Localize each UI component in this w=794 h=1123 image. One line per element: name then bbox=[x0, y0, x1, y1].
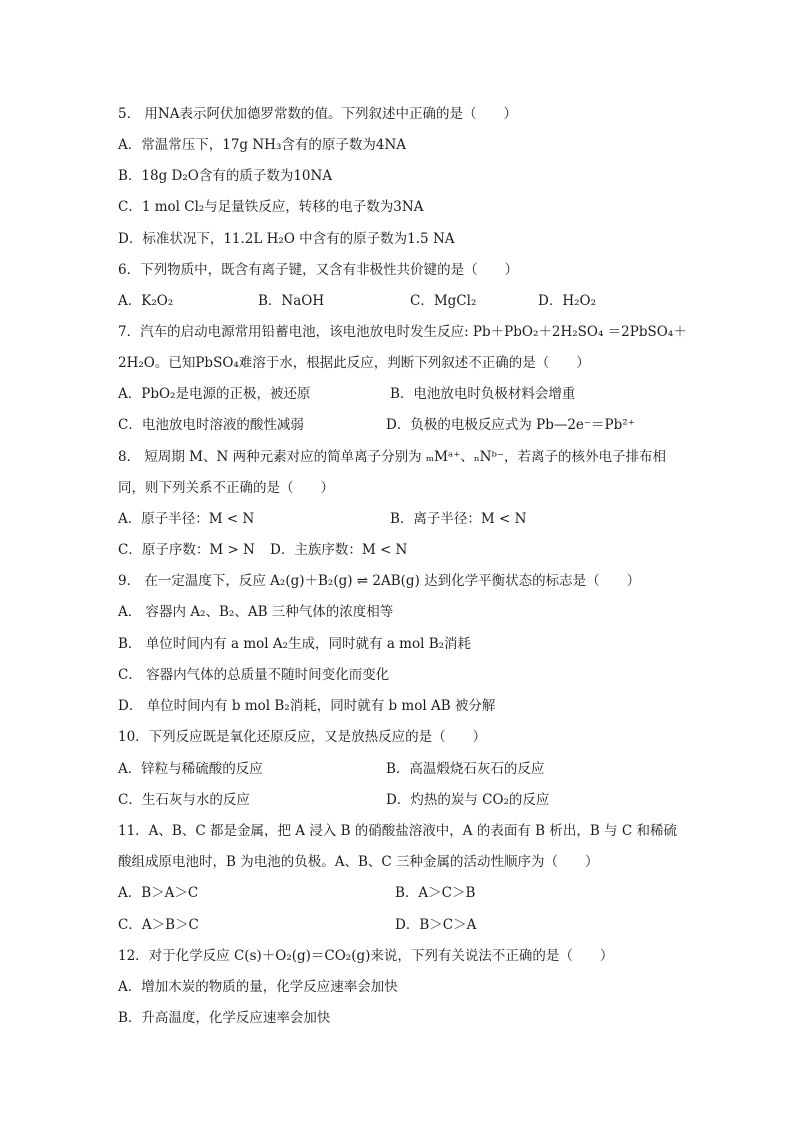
question-6-option-d: D．H₂O₂ bbox=[538, 293, 596, 309]
question-8-stem-line-1: 8． 短周期 M、N 两种元素对应的简单离子分别为 ₘMᵃ⁺、ₙNᵇ⁻，若离子的核外电子排布相 bbox=[118, 449, 667, 465]
question-8-option-b: B．离子半径：M < N bbox=[390, 511, 527, 527]
question-11-stem-line-2: 酸组成原电池时，B 为电池的负极。A、B、C 三种金属的活动性顺序为（ ） bbox=[118, 854, 599, 870]
question-9-option-d: D． 单位时间内有 b mol B₂消耗，同时就有 b mol AB 被分解 bbox=[118, 698, 496, 714]
question-5-option-a: A．常温常压下，17g NH₃含有的原子数为4NA bbox=[118, 137, 407, 153]
question-9-option-a: A． 容器内 A₂、B₂、AB 三种气体的浓度相等 bbox=[118, 604, 394, 620]
question-9-option-c: C． 容器内气体的总质量不随时间变化而变化 bbox=[118, 667, 390, 683]
question-5-option-c: C．1 mol Cl₂与足量铁反应，转移的电子数为3NA bbox=[118, 199, 424, 215]
question-8-option-a: A．原子半径：M < N bbox=[118, 511, 255, 527]
question-8-option-c: C．原子序数：M > N bbox=[118, 542, 255, 558]
question-10-option-c: C．生石灰与水的反应 bbox=[118, 792, 250, 808]
question-7-stem-line-1: 7．汽车的启动电源常用铅蓄电池，该电池放电时发生反应: Pb＋PbO₂＋2H₂SO₄ ＝2PbSO₄＋ bbox=[118, 324, 687, 340]
question-6-stem: 6．下列物质中，既含有离子键，又含有非极性共价键的是（ ） bbox=[118, 262, 519, 278]
question-11-option-c: C．A＞B＞C bbox=[118, 917, 199, 933]
question-12-option-b: B．升高温度，化学反应速率会加快 bbox=[118, 1010, 331, 1026]
question-11-option-a: A．B＞A＞C bbox=[118, 885, 199, 901]
question-11-stem-line-1: 11．A、B、C 都是金属，把 A 浸入 B 的硝酸盐溶液中，A 的表面有 B 析出，B 与 C 和稀硫 bbox=[118, 823, 677, 839]
question-12-option-a: A．增加木炭的物质的量，化学反应速率会加快 bbox=[118, 979, 398, 995]
question-9-stem: 9． 在一定温度下，反应 A₂(g)＋B₂(g) ⇌ 2AB(g) 达到化学平衡状态的标志是（ ） bbox=[118, 573, 641, 589]
question-10-option-d: D．灼热的炭与 CO₂的反应 bbox=[386, 792, 550, 808]
question-8-stem-line-2: 同，则下列关系不正确的是（ ） bbox=[118, 480, 334, 496]
question-7-stem-line-2: 2H₂O。已知PbSO₄难溶于水，根据此反应，判断下列叙述不正确的是（ ） bbox=[118, 355, 590, 371]
question-6-option-c: C．MgCl₂ bbox=[410, 293, 477, 309]
question-6-option-a: A．K₂O₂ bbox=[118, 293, 174, 309]
question-6-option-b: B．NaOH bbox=[258, 293, 325, 309]
question-10-option-a: A．锌粒与稀硫酸的反应 bbox=[118, 761, 263, 777]
question-5-stem: 5． 用NA表示阿伏加德罗常数的值。下列叙述中正确的是（ ） bbox=[118, 106, 517, 122]
question-11-option-d: D．B＞C＞A bbox=[395, 917, 477, 933]
question-7-option-b: B．电池放电时负极材料会增重 bbox=[390, 386, 576, 402]
question-7-option-a: A．PbO₂是电源的正极，被还原 bbox=[118, 386, 311, 402]
question-10-option-b: B．高温煅烧石灰石的反应 bbox=[386, 761, 545, 777]
question-5-option-b: B．18g D₂O含有的质子数为10NA bbox=[118, 168, 333, 184]
question-8-option-d: D．主族序数：M < N bbox=[270, 542, 408, 558]
question-5-option-d: D．标准状况下，11.2L H₂O 中含有的原子数为1.5 NA bbox=[118, 231, 455, 247]
question-7-option-c: C．电池放电时溶液的酸性减弱 bbox=[118, 417, 304, 433]
question-7-option-d: D．负极的电极反应式为 Pb—2e⁻＝Pb²⁺ bbox=[386, 417, 635, 433]
question-12-stem: 12．对于化学反应 C(s)＋O₂(g)＝CO₂(g)来说，下列有关说法不正确的是（ ） bbox=[118, 948, 614, 964]
question-9-option-b: B． 单位时间内有 a mol A₂生成，同时就有 a mol B₂消耗 bbox=[118, 636, 472, 652]
question-10-stem: 10．下列反应既是氧化还原反应，又是放热反应的是（ ） bbox=[118, 729, 487, 745]
question-11-option-b: B．A＞C＞B bbox=[395, 885, 476, 901]
